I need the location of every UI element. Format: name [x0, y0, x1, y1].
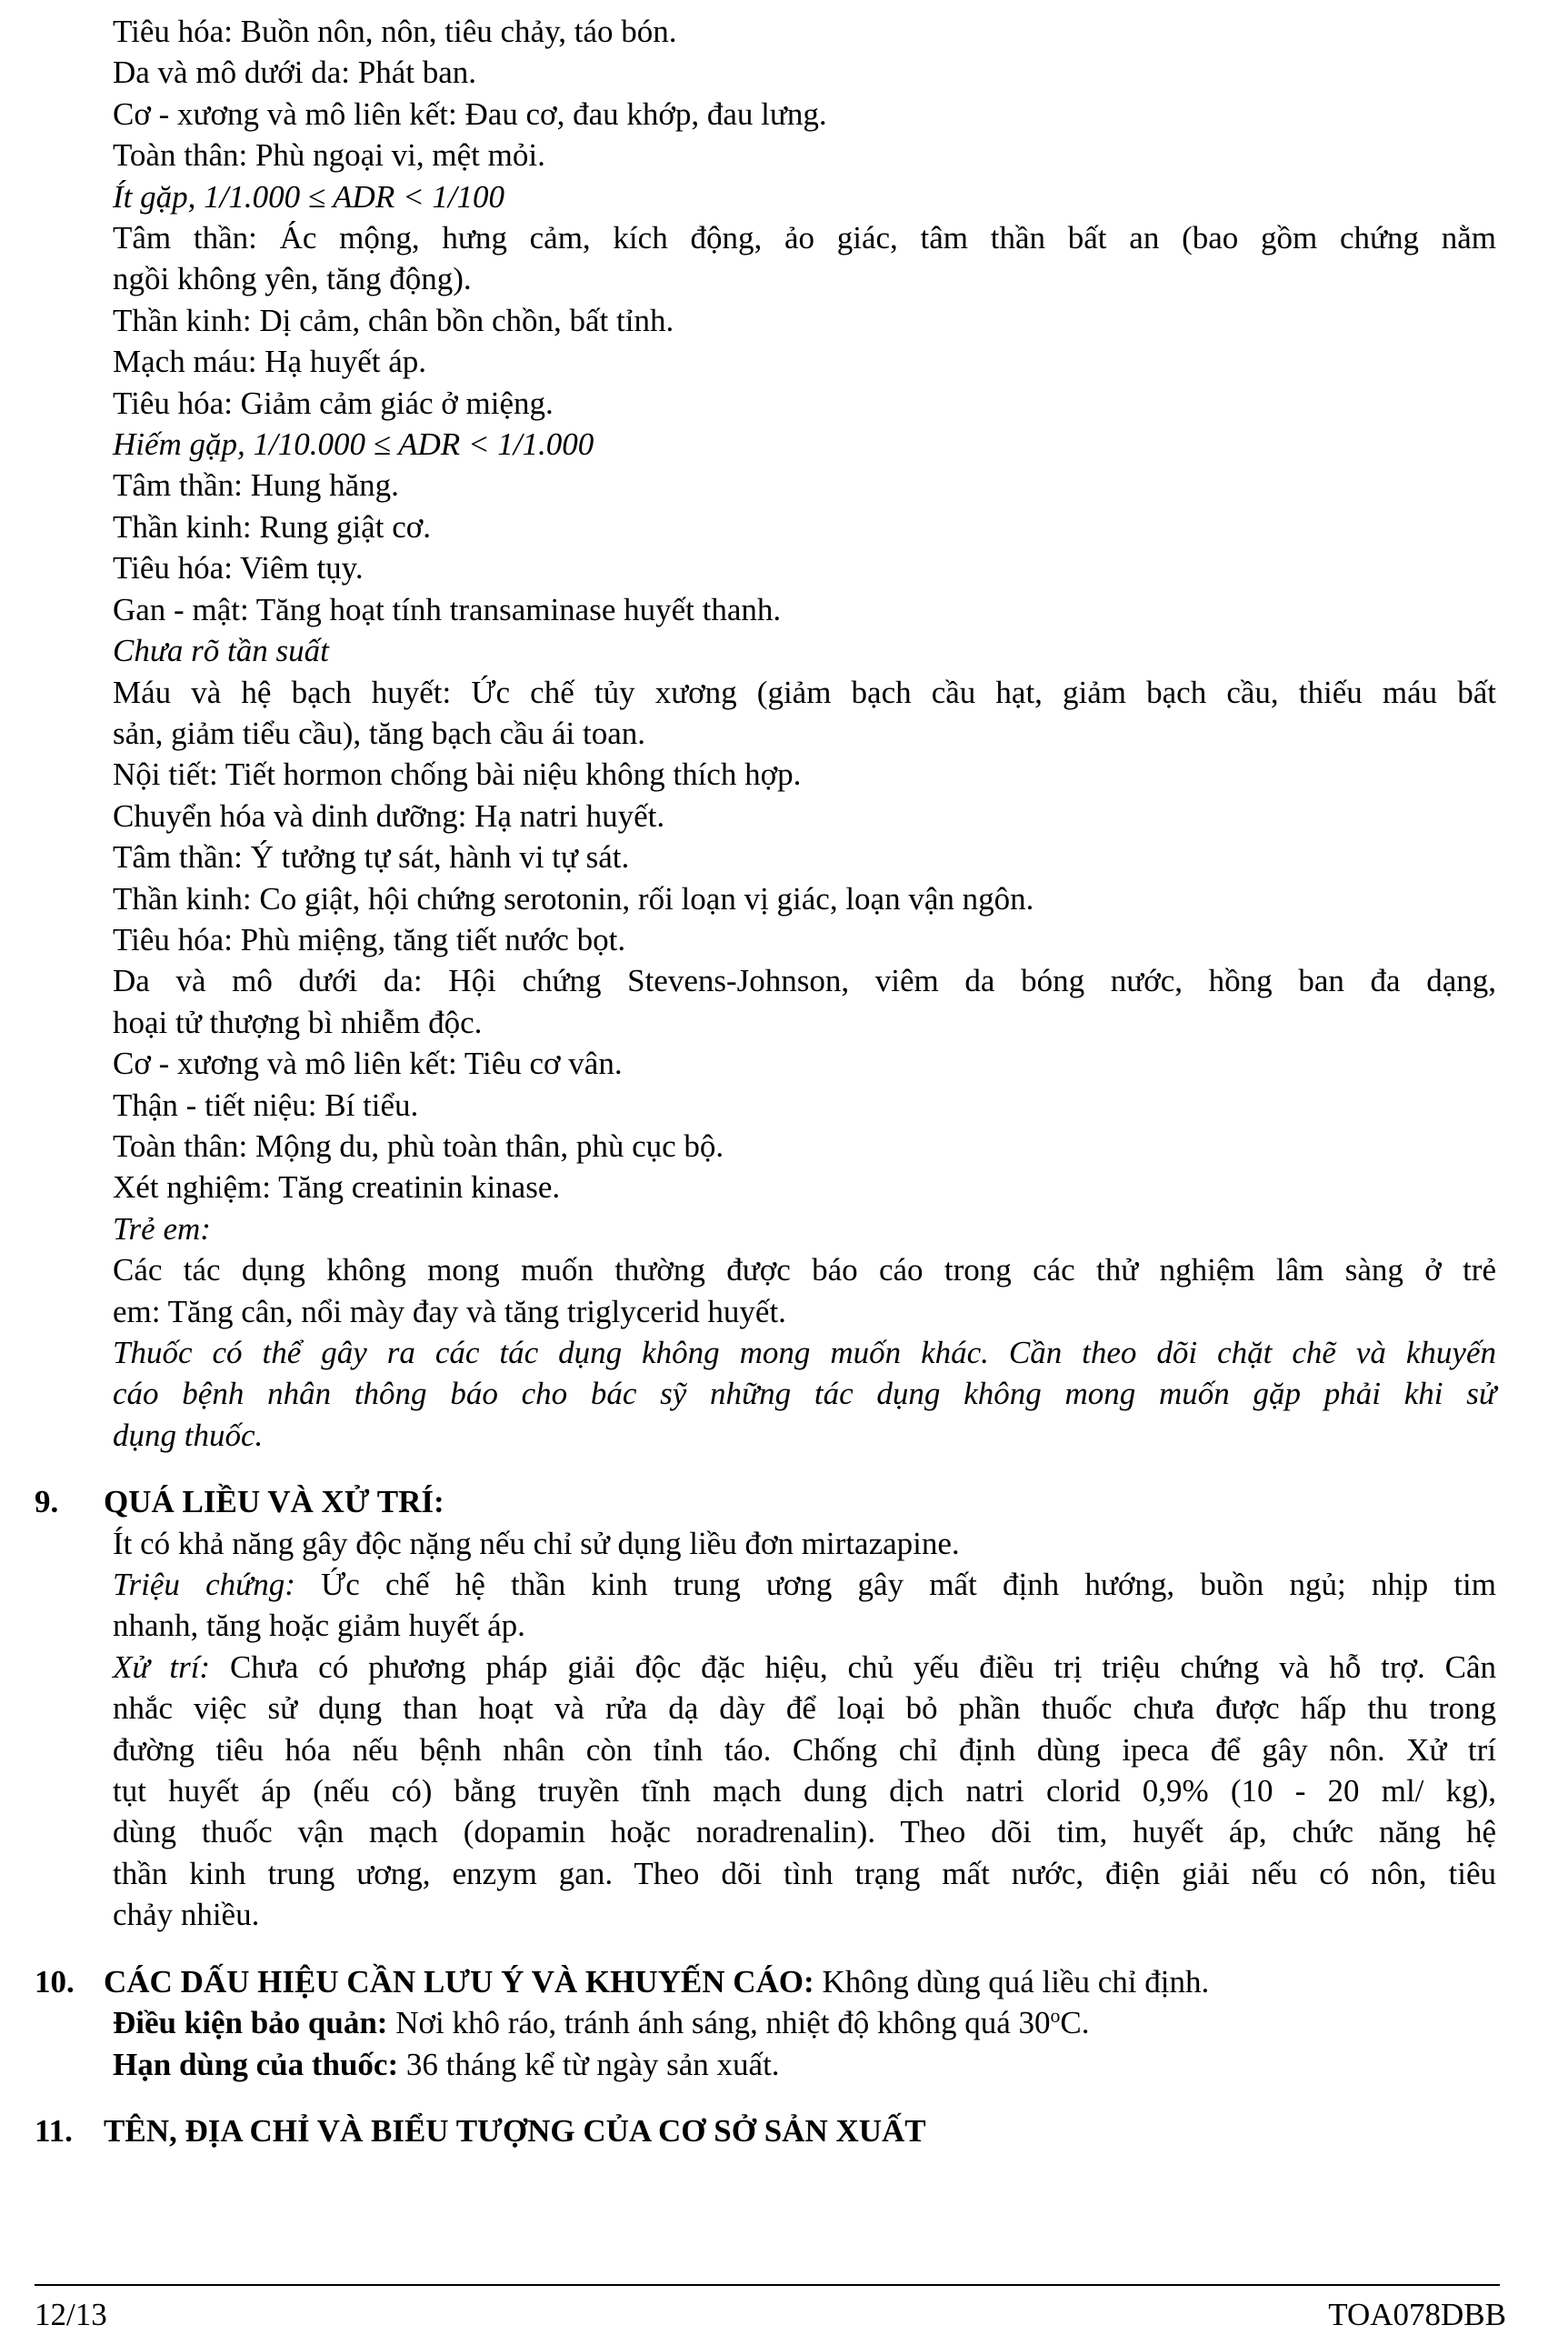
frequency-heading-uncommon: Ít gặp, 1/1.000 ≤ ADR < 1/100 [113, 178, 505, 215]
footer-divider [35, 2284, 1500, 2286]
adr-line: Cơ - xương và mô liên kết: Tiêu cơ vân. [113, 1046, 623, 1082]
adr-line: Gan - mật: Tăng hoạt tính transaminase huyết thanh. [113, 591, 782, 627]
adr-line: Da và mô dưới da: Hội chứng Stevens-Johnson, viêm da bóng nước, hồng ban đa dạng, [113, 963, 1496, 999]
overdose-intro: Ít có khả năng gây độc nặng nếu chỉ sử dụng liều đơn mirtazapine. [113, 1525, 960, 1561]
overdose-treatment: thần kinh trung ương, enzym gan. Theo dõi tình trạng mất nước, điện giải nếu có nôn, tiêu [113, 1855, 1496, 1891]
adr-line: Tiêu hóa: Giảm cảm giác ở miệng. [113, 385, 554, 421]
page-number: 12/13 [35, 2297, 107, 2332]
section-9-heading [0, 1481, 1568, 1522]
adr-line: Toàn thân: Phù ngoại vi, mệt mỏi. [113, 137, 545, 174]
adr-line: Tiêu hóa: Viêm tụy. [113, 550, 364, 586]
adr-line: Cơ - xương và mô liên kết: Đau cơ, đau khớp, đau lưng. [113, 95, 827, 132]
overdose-treatment: đường tiêu hóa nếu bệnh nhân còn tỉnh táo. Chống chỉ định dùng ipeca để gây nôn. Xử trí [113, 1731, 1496, 1768]
frequency-heading-rare: Hiếm gặp, 1/10.000 ≤ ADR < 1/1.000 [113, 426, 594, 463]
section-10-heading [0, 1961, 1568, 2002]
section-title-row [104, 1961, 1568, 2002]
treatment-label: Xử trí: [113, 1649, 211, 1685]
overdose-treatment [113, 1647, 1496, 1688]
adr-notice: dụng thuốc. [113, 1417, 264, 1453]
frequency-heading-unknown: Chưa rõ tần suất [113, 633, 329, 669]
section-title: TÊN, ĐỊA CHỈ VÀ BIỂU TƯỢNG CỦA CƠ SỞ SẢN XUẤT [104, 2112, 926, 2149]
adr-line: Tiêu hóa: Buồn nôn, nôn, tiêu chảy, táo bón. [113, 14, 677, 49]
storage-conditions [113, 2002, 1496, 2043]
storage-unit: C. [1060, 2005, 1090, 2041]
overdose-treatment: dùng thuốc vận mạch (dopamin hoặc noradrenalin). Theo dõi tim, huyết áp, chức năng hệ [113, 1814, 1496, 1850]
adr-line: Nội tiết: Tiết hormon chống bài niệu không thích hợp. [113, 757, 802, 793]
expiry-text: 36 tháng kể từ ngày sản xuất. [398, 2046, 780, 2082]
expiry [113, 2044, 1496, 2085]
adr-line: Tâm thần: Ý tưởng tự sát, hành vi tự sát. [113, 839, 630, 876]
adr-line: sản, giảm tiểu cầu), tăng bạch cầu ái toan. [113, 715, 646, 751]
adr-line: Thần kinh: Rung giật cơ. [113, 508, 431, 545]
adr-line: Tâm thần: Ác mộng, hưng cảm, kích động, ảo giác, tâm thần bất an (bao gồm chứng nằm [113, 220, 1496, 256]
adr-line: Toàn thân: Mộng du, phù toàn thân, phù cục bộ. [113, 1127, 724, 1164]
adr-line: Máu và hệ bạch huyết: Ức chế tủy xương (giảm bạch cầu hạt, giảm bạch cầu, thiếu máu bất [113, 674, 1496, 710]
section-number: 10. [35, 1963, 75, 1999]
adr-line: Thần kinh: Co giật, hội chứng serotonin, rối loạn vị giác, loạn vận ngôn. [113, 880, 1034, 917]
adr-line: Thận - tiết niệu: Bí tiểu. [113, 1087, 419, 1123]
overdose-treatment: chảy nhiều. [113, 1897, 260, 1933]
adr-line: Xét nghiệm: Tăng creatinin kinase. [113, 1169, 561, 1206]
overdose-symptoms [113, 1564, 1496, 1605]
symptoms-text: Ức chế hệ thần kinh trung ương gây mất định hướng, buồn ngủ; nhịp tim [295, 1567, 1496, 1603]
adr-line: Thần kinh: Dị cảm, chân bồn chồn, bất tỉnh. [113, 302, 674, 338]
adr-line: Mạch máu: Hạ huyết áp. [113, 344, 427, 380]
section-number: 11. [35, 2112, 73, 2149]
children-heading: Trẻ em: [113, 1210, 211, 1247]
adr-line: Tâm thần: Hung hăng. [113, 467, 399, 504]
adr-line: Tiêu hóa: Phù miệng, tăng tiết nước bọt. [113, 921, 626, 957]
degree-sup: o [1050, 2005, 1061, 2028]
overdose-symptoms: nhanh, tăng hoặc giảm huyết áp. [113, 1608, 525, 1644]
adr-line: Da và mô dưới da: Phát ban. [113, 55, 477, 91]
storage-label: Điều kiện bảo quản: [113, 2005, 388, 2041]
section-number: 9. [35, 1484, 59, 1520]
adr-line: ngồi không yên, tăng động). [113, 261, 472, 297]
adr-line: hoại tử thượng bì nhiễm độc. [113, 1004, 483, 1040]
expiry-label: Hạn dùng của thuốc: [113, 2046, 399, 2082]
adr-notice: cáo bệnh nhân thông báo cho bác sỹ những tác dụng không mong muốn gặp phải khi sử [113, 1376, 1496, 1412]
treatment-text: Chưa có phương pháp giải độc đặc hiệu, chủ yếu điều trị triệu chứng và hỗ trợ. Cân [210, 1649, 1496, 1685]
section-title: CÁC DẤU HIỆU CẦN LƯU Ý VÀ KHUYẾN CÁO: [104, 1963, 814, 1999]
document-code: TOA078DBB [1328, 2297, 1506, 2332]
children-text: Các tác dụng không mong muốn thường được báo cáo trong các thử nghiệm lâm sàng ở trẻ [113, 1252, 1496, 1288]
section-title-text: Không dùng quá liều chỉ định. [814, 1963, 1210, 1999]
children-text: em: Tăng cân, nổi mày đay và tăng triglycerid huyết. [113, 1293, 786, 1329]
document-body [0, 11, 1568, 2151]
symptoms-label: Triệu chứng: [113, 1567, 295, 1603]
storage-text: Nơi khô ráo, tránh ánh sáng, nhiệt độ không quá 30 [387, 2005, 1051, 2041]
overdose-treatment: nhắc việc sử dụng than hoạt và rửa dạ dày để loại bỏ phần thuốc chưa được hấp thu trong [113, 1690, 1496, 1727]
section-11-heading [0, 2110, 1568, 2151]
adr-notice: Thuốc có thể gây ra các tác dụng không mong muốn khác. Cần theo dõi chặt chẽ và khuyến [113, 1335, 1496, 1370]
overdose-treatment: tụt huyết áp (nếu có) bằng truyền tĩnh mạch dung dịch natri clorid 0,9% (10 - 20 ml/ kg), [113, 1773, 1496, 1809]
adr-line: Chuyển hóa và dinh dưỡng: Hạ natri huyết. [113, 797, 665, 834]
section-title: QUÁ LIỀU VÀ XỬ TRÍ: [104, 1484, 444, 1520]
